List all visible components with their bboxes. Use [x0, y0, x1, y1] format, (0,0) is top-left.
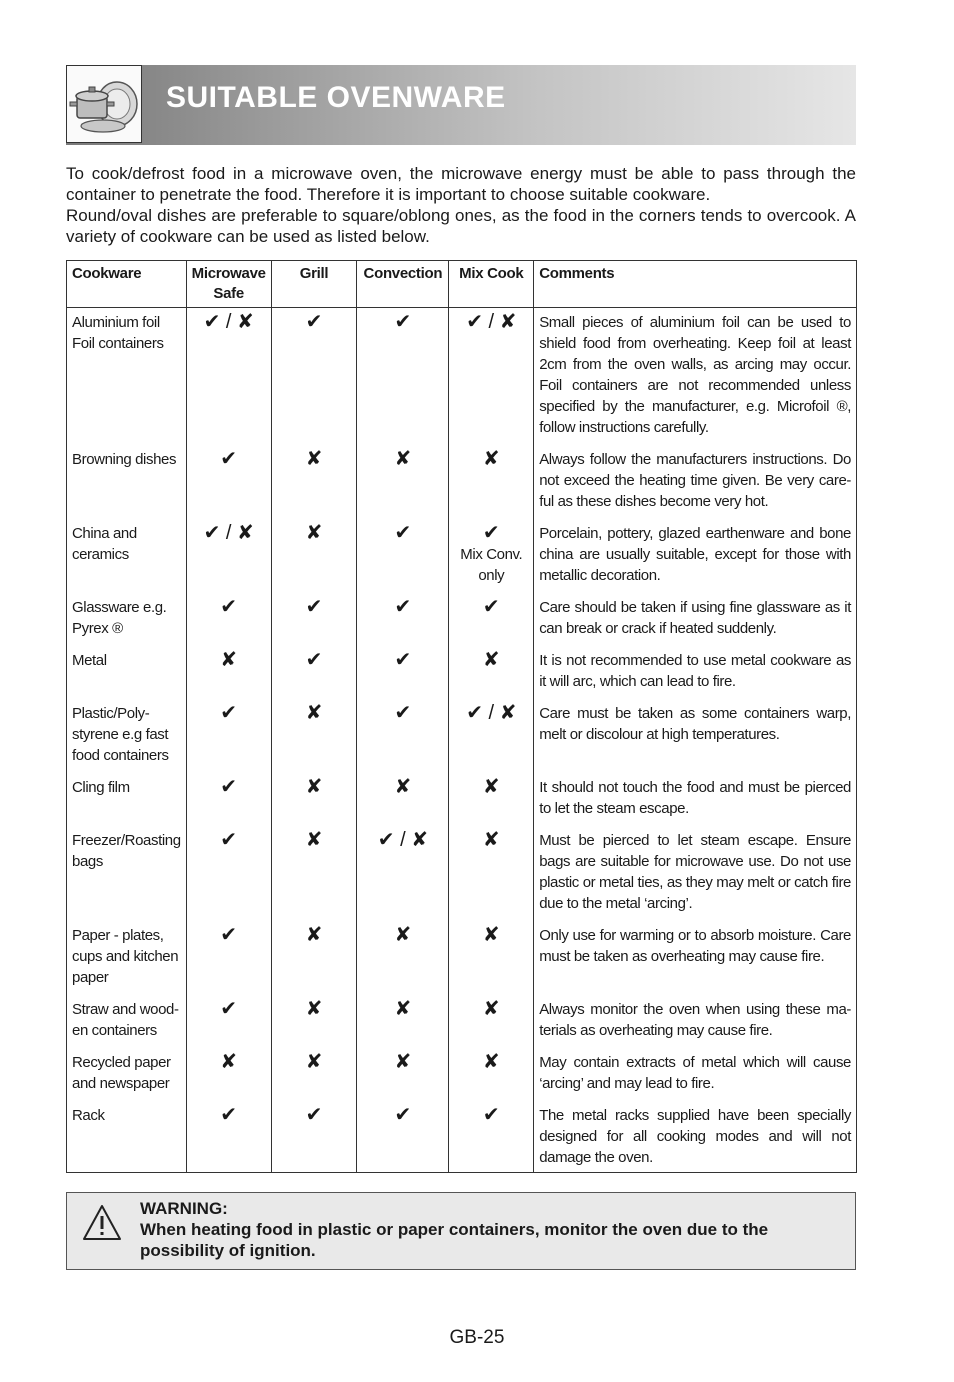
mix-cook-note: Mix Conv. only	[460, 545, 523, 584]
microwave-safe-mark: ✔	[186, 921, 271, 995]
table-row	[67, 1048, 857, 1101]
mix-cook-mark	[449, 308, 534, 445]
cookware-icon	[66, 65, 142, 143]
comment-text: Must be pierced to let steam escape. Ensure bags are suitable for microwave use. Do not use plastic or metal ties, as they may melt or catch fire due to the metal ‘arcing’.	[534, 826, 857, 921]
convection-mark: ✘	[357, 1048, 449, 1101]
mix-cook-symbol: ✘	[482, 775, 500, 798]
grill-mark: ✔	[271, 646, 357, 699]
microwave-safe-mark: ✘	[186, 1048, 271, 1101]
convection-mark: ✔	[357, 699, 449, 773]
mix-cook-mark	[449, 519, 534, 593]
table-row	[67, 308, 857, 445]
comment-text: Only use for warming or to absorb moisture. Care must be taken as overheating may cause fire.	[534, 921, 857, 995]
table-row	[67, 773, 857, 826]
microwave-safe-mark: ✔	[186, 1101, 271, 1173]
grill-mark: ✘	[271, 699, 357, 773]
comment-text: May contain extracts of metal which will cause ‘arcing’ and may lead to fire.	[534, 1048, 857, 1101]
warning-message: When heating food in plastic or paper containers, monitor the oven due to the possibility of ignition.	[140, 1220, 769, 1260]
page-title: SUITABLE OVENWARE	[166, 81, 506, 114]
warning-text-block	[140, 1198, 840, 1261]
intro-paragraph-2: Round/oval dishes are preferable to square/oblong ones, as the food in the corners tends to overcook. A variety of cookware can be used as listed below.	[66, 206, 856, 246]
cookware-name: Freezer/Roasting bags	[67, 826, 187, 921]
ovenware-table	[66, 260, 857, 1173]
warning-box	[66, 1192, 856, 1270]
comment-text: Care should be taken if using fine glassware as it can break or crack if heated suddenly.	[534, 593, 857, 646]
grill-mark: ✔	[271, 1101, 357, 1173]
cookware-name: Paper - plates, cups and kitchen paper	[67, 921, 187, 995]
mix-cook-mark	[449, 995, 534, 1048]
mix-cook-symbol: ✘	[482, 447, 500, 470]
microwave-safe-mark: ✔	[186, 699, 271, 773]
convection-mark: ✔	[357, 308, 449, 445]
cookware-name: Glassware e.g. Pyrex ®	[67, 593, 187, 646]
table-row	[67, 646, 857, 699]
mix-cook-mark	[449, 1101, 534, 1173]
table-row	[67, 445, 857, 519]
grill-mark: ✔	[271, 593, 357, 646]
convection-mark: ✔	[357, 519, 449, 593]
grill-mark: ✘	[271, 921, 357, 995]
grill-mark: ✘	[271, 773, 357, 826]
grill-mark: ✔	[271, 308, 357, 445]
microwave-safe-mark: ✔	[186, 445, 271, 519]
grill-mark: ✘	[271, 1048, 357, 1101]
convection-mark: ✔	[357, 593, 449, 646]
intro-paragraph-1: To cook/defrost food in a microwave oven, the microwave energy must be able to pass through the container to penetrate the food. Therefore it is important to choose suitable cookware.	[66, 164, 856, 204]
col-header-grill: Grill	[271, 261, 357, 308]
mix-cook-symbol: ✘	[482, 997, 500, 1020]
mix-cook-symbol: ✔	[482, 521, 500, 544]
convection-mark: ✔ / ✘	[357, 826, 449, 921]
warning-title: WARNING:	[140, 1199, 228, 1218]
mix-cook-symbol: ✔	[482, 595, 500, 618]
cookware-name: Aluminium foil Foil containers	[67, 308, 187, 445]
table-row	[67, 921, 857, 995]
comment-text: The metal racks supplied have been specially designed for all cooking modes and will not damage the oven.	[534, 1101, 857, 1173]
mix-cook-symbol: ✔	[482, 1103, 500, 1126]
intro-text	[66, 163, 856, 247]
mix-cook-mark	[449, 646, 534, 699]
microwave-safe-mark: ✔	[186, 773, 271, 826]
convection-mark: ✘	[357, 921, 449, 995]
comment-text: Porcelain, pottery, glazed earthenware and bone china are usually suitable, except for those with metallic decoration.	[534, 519, 857, 593]
mix-cook-symbol: ✘	[482, 828, 500, 851]
mix-cook-symbol: ✘	[482, 648, 500, 671]
grill-mark: ✘	[271, 826, 357, 921]
microwave-safe-mark: ✔	[186, 995, 271, 1048]
comment-text: Small pieces of aluminium foil can be used to shield food from overheating. Keep foil at least 2cm from the oven walls, as arcing may occur. Foil containers are not recommended unless specified by the manufacturer, e.g. Microfoil ®, follow instructions carefully.	[534, 308, 857, 445]
table-header-row	[67, 261, 857, 308]
mix-cook-mark	[449, 773, 534, 826]
mix-cook-symbol: ✔ / ✘	[466, 311, 517, 333]
mix-cook-symbol: ✘	[482, 923, 500, 946]
col-header-microwave: Microwave Safe	[186, 261, 271, 308]
microwave-safe-mark: ✔	[186, 826, 271, 921]
mix-cook-symbol: ✔ / ✘	[466, 701, 517, 724]
table-row	[67, 519, 857, 593]
cookware-name: Plastic/Poly-styrene e.g fast food containers	[67, 699, 187, 773]
comment-text: It should not touch the food and must be pierced to let the steam escape.	[534, 773, 857, 826]
table-row	[67, 995, 857, 1048]
grill-mark: ✘	[271, 995, 357, 1048]
page-number: GB-25	[449, 1327, 505, 1348]
mix-cook-mark	[449, 699, 534, 773]
cookware-name: China and ceramics	[67, 519, 187, 593]
warning-triangle-icon	[82, 1203, 122, 1243]
mix-cook-mark	[449, 826, 534, 921]
convection-mark: ✔	[357, 646, 449, 699]
table-row	[67, 1101, 857, 1173]
cookware-name: Metal	[67, 646, 187, 699]
convection-mark: ✘	[357, 995, 449, 1048]
section-header	[66, 65, 856, 145]
cookware-name: Rack	[67, 1101, 187, 1173]
cookware-name: Browning dishes	[67, 445, 187, 519]
mix-cook-mark	[449, 921, 534, 995]
comment-text: Always follow the manufacturers instructions. Do not exceed the heating time given. Be very care-ful as these dishes become very hot.	[534, 445, 857, 519]
col-header-comments: Comments	[534, 261, 857, 308]
mix-cook-mark	[449, 1048, 534, 1101]
microwave-safe-mark: ✔ / ✘	[186, 519, 271, 593]
cookware-name: Straw and wood-en containers	[67, 995, 187, 1048]
grill-mark: ✘	[271, 445, 357, 519]
mix-cook-mark	[449, 593, 534, 646]
mix-cook-symbol: ✘	[482, 1050, 500, 1073]
comment-text: It is not recommended to use metal cookware as it will arc, which can lead to fire.	[534, 646, 857, 699]
microwave-safe-mark: ✔ / ✘	[186, 308, 271, 445]
convection-mark: ✘	[357, 445, 449, 519]
mix-cook-mark	[449, 445, 534, 519]
microwave-safe-mark: ✔	[186, 593, 271, 646]
col-header-cookware: Cookware	[67, 261, 187, 308]
col-header-mixcook: Mix Cook	[449, 261, 534, 308]
col-header-convection: Convection	[357, 261, 449, 308]
microwave-safe-mark: ✘	[186, 646, 271, 699]
comment-text: Always monitor the oven when using these ma-terials as overheating may cause fire.	[534, 995, 857, 1048]
table-row	[67, 826, 857, 921]
grill-mark: ✘	[271, 519, 357, 593]
comment-text: Care must be taken as some containers warp, melt or discolour at high temperatures.	[534, 699, 857, 773]
cookware-name: Cling film	[67, 773, 187, 826]
convection-mark: ✔	[357, 1101, 449, 1173]
table-row	[67, 699, 857, 773]
convection-mark: ✘	[357, 773, 449, 826]
cookware-name: Recycled paper and newspaper	[67, 1048, 187, 1101]
table-row	[67, 593, 857, 646]
